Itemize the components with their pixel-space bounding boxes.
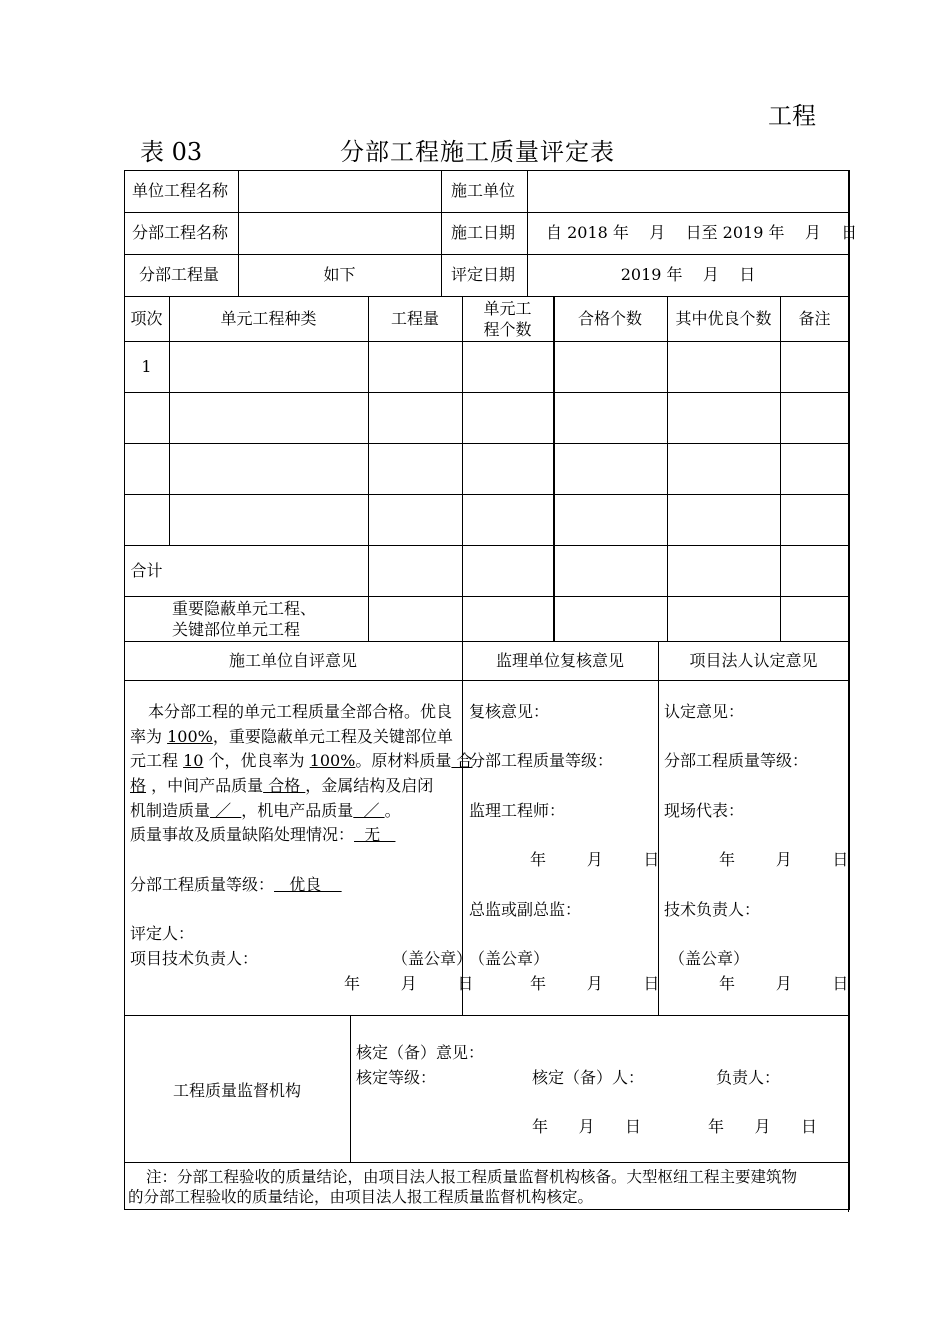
quantity-label: 分部工程量	[139, 265, 220, 284]
self-eval-line2: 率为 100%，重要隐蔽单元工程及关键部位单	[130, 727, 453, 746]
supervision-agency-label: 工程质量监督机构	[172, 1081, 301, 1100]
col-header-unit-type: 单元工程种类	[220, 309, 317, 328]
contractor-label: 施工单位	[451, 181, 516, 200]
eval-date-value[interactable]: 2019 年 月 日	[620, 265, 756, 284]
col-header-item: 项次	[130, 309, 163, 328]
self-eval-seal: （盖公章）	[392, 949, 473, 968]
evaluator-label: 评定人：	[130, 924, 195, 943]
key-unit-label-line1: 重要隐蔽单元工程、	[172, 599, 317, 618]
site-rep-label: 现场代表：	[664, 801, 745, 820]
self-eval-line1: 本分部工程的单元工程质量全部合格。优良	[148, 702, 453, 721]
owner-title: 项目法人认定意见	[689, 651, 818, 670]
owner-tech-label: 技术负责人：	[664, 900, 761, 919]
col-header-remarks: 备注	[798, 309, 831, 328]
self-eval-date: 年 月 日	[344, 974, 474, 993]
construction-date-label: 施工日期	[451, 223, 516, 242]
owner-grade-label: 分部工程质量等级：	[664, 751, 809, 770]
col-header-unit-count-line2: 程个数	[483, 320, 532, 339]
supervisor-date2: 年 月 日	[530, 974, 660, 993]
col-header-quantity: 工程量	[390, 309, 439, 328]
owner-seal: （盖公章）	[669, 949, 750, 968]
verification-opinion-label: 核定（备）意见：	[356, 1043, 485, 1062]
owner-date1: 年 月 日	[719, 850, 849, 869]
chief-supervisor-label: 总监或副总监：	[469, 900, 582, 919]
supervisor-title: 监理单位复核意见	[495, 651, 624, 670]
supervisor-seal: （盖公章）	[469, 949, 550, 968]
owner-date2: 年 月 日	[719, 974, 849, 993]
sub-project-label: 分部工程名称	[132, 223, 229, 242]
responsible-person-label: 负责人：	[716, 1068, 781, 1087]
project-name-suffix: 工程	[768, 102, 816, 130]
table-row-index: 1	[141, 357, 152, 376]
note-line2: 的分部工程验收的质量结论，由项目法人报工程质量监督机构核定。	[128, 1188, 594, 1206]
supervisor-grade-label: 分部工程质量等级：	[469, 751, 614, 770]
note-line1: 注：分部工程验收的质量结论，由项目法人报工程质量监督机构核备。大型枢纽工程主要建筑物	[146, 1168, 798, 1186]
unit-project-label: 单位工程名称	[132, 181, 229, 200]
table-number: 表 03	[140, 138, 203, 166]
supervising-engineer-label: 监理工程师：	[469, 801, 566, 820]
self-eval-line6: 质量事故及质量缺陷处理情况： 无	[130, 825, 396, 844]
construction-date-value[interactable]: 自 2018 年 月 日至 2019 年 月 日	[546, 223, 858, 242]
self-eval-line3: 元工程 10 个，优良率为 100%。原材料质量 合	[130, 751, 473, 770]
col-header-unit-count-line1: 单元工	[483, 299, 532, 318]
page-title: 分部工程施工质量评定表	[340, 138, 615, 166]
supervisor-review-label: 复核意见：	[469, 702, 550, 721]
self-eval-line5: 机制造质量 ／ ，机电产品质量 ／ 。	[130, 801, 401, 820]
verification-grade-label: 核定等级：	[356, 1068, 437, 1087]
verifier-date: 年 月 日	[532, 1117, 642, 1136]
verifier-label: 核定（备）人：	[532, 1068, 645, 1087]
self-eval-grade: 分部工程质量等级： 优良	[130, 875, 342, 894]
quantity-value[interactable]: 如下	[323, 265, 356, 284]
eval-date-label: 评定日期	[451, 265, 516, 284]
tech-lead-label: 项目技术负责人：	[130, 949, 259, 968]
self-eval-line4: 格 ，中间产品质量 合格 ，金属结构及启闭	[130, 776, 434, 795]
owner-confirm-label: 认定意见：	[664, 702, 745, 721]
col-header-qualified: 合格个数	[577, 309, 642, 328]
self-eval-title: 施工单位自评意见	[228, 651, 357, 670]
key-unit-label-line2: 关键部位单元工程	[172, 620, 301, 639]
col-header-excellent: 其中优良个数	[675, 309, 772, 328]
total-label: 合计	[130, 561, 163, 580]
responsible-date: 年 月 日	[708, 1117, 818, 1136]
supervisor-date1: 年 月 日	[530, 850, 660, 869]
